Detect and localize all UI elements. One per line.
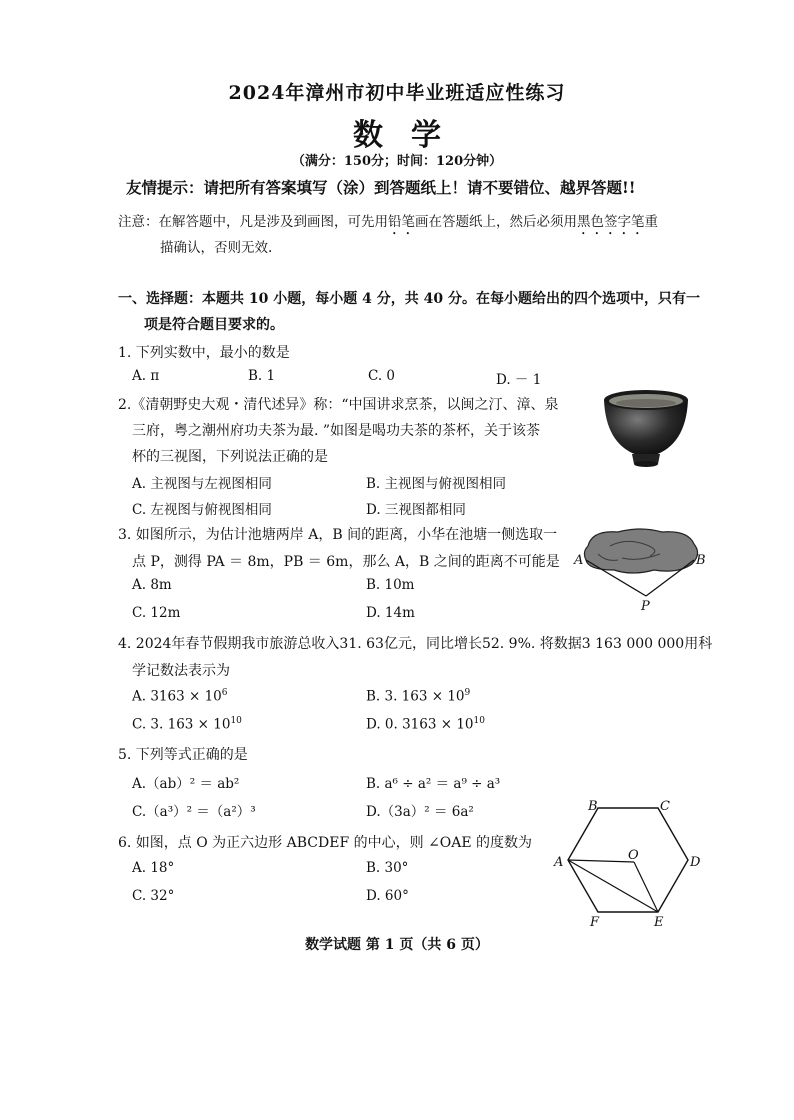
note-line-1 (118, 210, 658, 238)
friendly-tip: 友情提示：请把所有答案填写（涂）到答题纸上！请不要错位、越界答题!! (126, 178, 636, 197)
q2-option-b: B. 主视图与俯视图相同 (366, 476, 507, 492)
page-footer: 数学试题 第 1 页（共 6 页） (305, 937, 489, 953)
q4-d-exp: 10 (473, 716, 485, 726)
q2-option-d: D. 三视图都相同 (366, 502, 466, 518)
q1-option-b: B. 1 (248, 368, 276, 384)
q1-stem: 1. 下列实数中，最小的数是 (118, 345, 290, 361)
q4-c-base: C. 3. 163 × 10 (132, 716, 231, 733)
q5-option-a: A.（ab）² ＝ ab² (132, 776, 240, 792)
q6-stem: 6. 如图，点 O 为正六边形 ABCDEF 的中心，则 ∠OAE 的度数为 (118, 835, 533, 851)
section-heading-2: 项是符合题目要求的。 (144, 317, 284, 333)
note-line-2: 描确认，否则无效. (160, 240, 273, 256)
hex-label-b: B (588, 799, 598, 814)
hex-label-e: E (654, 915, 664, 930)
q6-option-d: D. 60° (366, 888, 409, 904)
pond-label-a: A (574, 553, 584, 568)
q4-option-d (366, 716, 485, 733)
pond-label-p: P (641, 599, 650, 614)
q4-option-a (132, 688, 228, 705)
q6-option-c: C. 32° (132, 888, 175, 904)
q4-c-exp: 10 (230, 716, 242, 726)
note-text: 重 (644, 214, 658, 230)
q1-option-c: C. 0 (368, 368, 396, 384)
q4-option-b (366, 688, 470, 705)
q5-option-b: B. a⁶ ÷ a² ＝ a⁹ ÷ a³ (366, 776, 501, 792)
q4-b-exp: 9 (464, 688, 471, 698)
q3-stem-2: 点 P，测得 PA ＝ 8m，PB ＝ 6m，那么 A，B 之间的距离不可能是 (132, 554, 560, 570)
exam-title: 2024年漳州市初中毕业班适应性练习 (228, 82, 566, 104)
q3-stem-1: 3. 如图所示，为估计池塘两岸 A，B 间的距离，小华在池塘一侧选取一 (118, 527, 558, 543)
hex-label-o: O (628, 848, 639, 863)
q2-option-c: C. 左视图与俯视图相同 (132, 502, 272, 518)
q6-option-b: B. 30° (366, 860, 409, 876)
hex-label-c: C (660, 799, 670, 814)
q3-option-c: C. 12m (132, 605, 181, 621)
q1-option-d: D. － 1 (496, 372, 542, 388)
q4-option-c (132, 716, 242, 733)
q4-b-base: B. 3. 163 × 10 (366, 688, 465, 705)
q3-option-b: B. 10m (366, 577, 415, 593)
exam-meta: （满分：150分；时间：120分钟） (291, 154, 503, 169)
q4-a-exp: 6 (221, 688, 228, 698)
q1-option-a: A. π (132, 368, 160, 384)
note-text: 注意：在解答题中，凡是涉及到画图，可先用 (118, 214, 388, 230)
hex-label-a: A (554, 855, 564, 870)
subject-title: 数学 (353, 118, 469, 153)
hex-label-f: F (590, 915, 600, 930)
q3-option-d: D. 14m (366, 605, 415, 621)
tea-cup-figure (600, 384, 692, 470)
q4-a-base: A. 3163 × 10 (132, 688, 222, 705)
q2-stem-1: 2.《清朝野史大观・清代述异》称：“中国讲求烹茶，以闽之汀、漳、泉 (118, 397, 559, 413)
q4-stem-1: 4. 2024年春节假期我市旅游总收入31. 63亿元，同比增长52. 9%. 将数据3 163 000 000用科 (118, 636, 713, 652)
pond-label-b: B (696, 553, 706, 568)
q5-option-c: C.（a³）² ＝（a²）³ (132, 804, 256, 820)
hexagon-figure (548, 796, 708, 932)
q4-stem-2: 学记数法表示为 (132, 663, 230, 679)
q5-stem: 5. 下列等式正确的是 (118, 747, 248, 763)
section-heading: 一、选择题：本题共 10 小题，每小题 4 分，共 40 分。在每小题给出的四个选项中，只有一 (118, 291, 700, 307)
pond-figure (570, 524, 710, 614)
note-emphasis: 黑色签字笔 (577, 214, 645, 230)
q3-option-a: A. 8m (132, 577, 172, 593)
q2-stem-2: 三府，粤之潮州府功夫茶为最. ”如图是喝功夫茶的茶杯，关于该茶 (132, 423, 541, 439)
hex-label-d: D (690, 855, 701, 870)
q6-option-a: A. 18° (132, 860, 175, 876)
q4-d-base: D. 0. 3163 × 10 (366, 716, 474, 733)
q2-stem-3: 杯的三视图，下列说法正确的是 (132, 449, 328, 465)
note-emphasis: 铅笔 (388, 214, 415, 230)
q2-option-a: A. 主视图与左视图相同 (132, 476, 272, 492)
q5-option-d: D.（3a）² ＝ 6a² (366, 804, 474, 820)
note-text: 画在答题纸上，然后必须用 (415, 214, 577, 230)
